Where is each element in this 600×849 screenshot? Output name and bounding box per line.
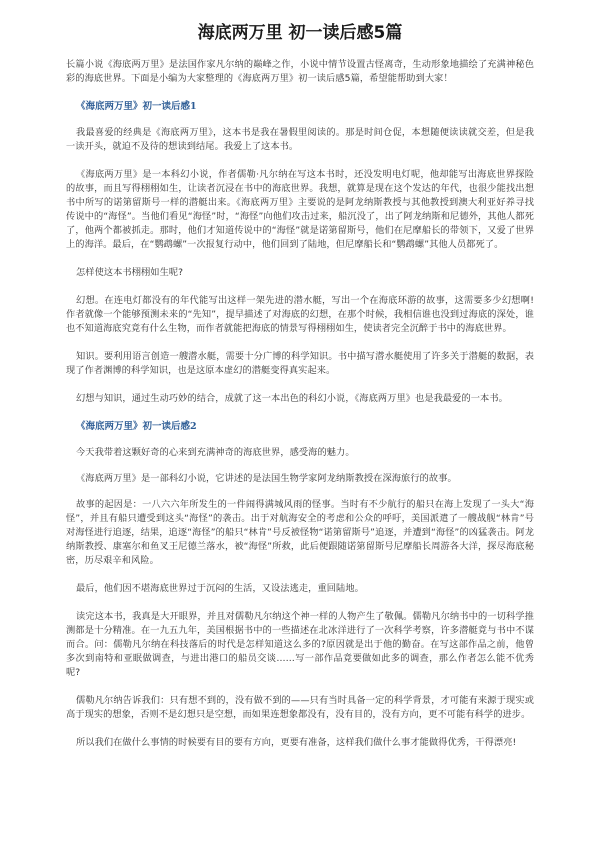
intro-paragraph: 长篇小说《海底两万里》是法国作家凡尔纳的巅峰之作，小说中情节设置古怪离奇，生动形象地描绘了充满神秘色彩的海底世界。下面是小编为大家整理的《海底两万里》初一读后感5篇，希望能帮助到大家！: [66, 59, 534, 84]
section-2-paragraph: 最后，他们因不堪海底世界过于沉闷的生活，又设法逃走，重回陆地。: [76, 583, 364, 594]
section-heading-2: 《海底两万里》初一读后感2: [76, 421, 197, 432]
section-1-paragraph: 幻想。在连电灯都没有的年代能写出这样一架先进的潜水艇，写出一个在海底环游的故事，这需要多少幻想啊!作者就像一个能够预测未来的“先知”，提早描述了对海底的幻想，在那个时候，我相信谁也没到过海底的深处，谁也不知道海底究竟有什么生物，而作者就能把海底的情景写得栩栩如生，使读者完全沉醉于书中的海底世界。: [66, 295, 534, 334]
section-1-paragraph: 怎样使这本书栩栩如生呢?: [76, 267, 184, 278]
page-title: 海底两万里 初一读后感5篇: [197, 23, 403, 43]
section-2-paragraph: 读完这本书，我真是大开眼界，并且对儒勒凡尔纳这个神一样的人物产生了敬佩。儒勒凡尔纳书中的一切科学推测都是十分精准。在一九五九年，美国根据书中的一些描述在北冰洋进行了一次科学考察，许多潜艇竟与书中不谋而合。问：儒勒凡尔纳在科技落后的时代是怎样知道这么多的?原因就是出于他的勤奋。在写这部作品之前，他曾多次到南特和亚眠做调查，与进出港口的船员交谈……写一部作品竟要做如此多的调查，那么作者怎么能不优秀呢?: [66, 611, 534, 678]
section-1-paragraph: 幻想与知识，通过生动巧妙的结合，成就了这一本出色的科幻小说，《海底两万里》也是我最爱的一本书。: [76, 393, 508, 404]
section-2-paragraph: 今天我带着这颗好奇的心来到充满神奇的海底世界，感受海的魅力。: [76, 447, 355, 458]
section-2-paragraph: 儒勒凡尔纳告诉我们：只有想不到的，没有做不到的——只有当时具备一定的科学背景，才可能有来源于现实或高于现实的想象，否则不是幻想只是空想，而如果连想象都没有，没有目的，没有方向，更不可能有科学的进步。: [66, 695, 534, 720]
section-2-paragraph: 故事的起因是：一八六六年所发生的一件闹得满城风雨的怪事。当时有不少航行的船只在海上发现了一头大“海怪”，并且有船只遭受到这头“海怪”的袭击。出于对航海安全的考虑和公众的呼吁，美国派遣了一艘战舰“林肯”号对海怪进行追逐，结果，追逐“海怪”的船只“林肯”号反被怪物“诺第留斯号”追逐，并遭到“海怪”的凶猛袭击。阿龙纳斯教授、康塞尔和鱼叉王尼德兰落水，被“海怪”所救，此后便跟随诺第留斯号尼摩船长周游各大洋，探尽海底秘密，历尽艰辛和风险。: [66, 499, 534, 566]
section-2-paragraph: 《海底两万里》是一部科幻小说，它讲述的是法国生物学家阿龙纳斯教授在深海旅行的故事。: [76, 473, 457, 484]
section-2-paragraph: 所以我们在做什么事情的时候要有目的要有方向，更要有准备，这样我们做什么事才能做得优秀，干得漂亮!: [76, 737, 517, 748]
section-1-paragraph: 我最喜爱的经典是《海底两万里》，这本书是我在暑假里阅读的。那是时间仓促，本想随便读读就交差，但是我一读开头，就迫不及待的想读到结尾。我爱上了这本书。: [66, 127, 534, 152]
section-heading-1: 《海底两万里》初一读后感1: [76, 101, 197, 112]
section-1-paragraph: 《海底两万里》是一本科幻小说，作者儒勒·凡尔纳在写这本书时，还没发明电灯呢，他却能写出海底世界探险的故事，而且写得栩栩如生，让读者沉浸在书中的海底世界。我想，就算是现在这个发达的年代，也很少能找出想书中所写的诺第留斯号一样的潜艇出来。《海底两万里》主要说的是阿龙纳斯教授与其他教授到澳大利亚好养寻找传说中的“海怪”。当他们看见“海怪”时，“海怪”向他们攻击过来，船沉没了，出了阿龙纳斯和尼德外，其他人都死了，他两个都被抓走。那时，他们才知道传说中的“海怪”就是诺第留斯号，他们在尼摩船长的带领下，又爱了世界上的海洋。最后，在“鹦鹉螺”一次报复行动中，他们回到了陆地，但尼摩船长和“鹦鹉螺”其他人员都死了。: [66, 169, 534, 250]
section-1-paragraph: 知识。要利用语言创造一艘潜水艇，需要十分广博的科学知识。书中描写潜水艇使用了许多关于潜艇的数据，表现了作者渊博的科学知识，也是这原本虚幻的潜艇变得真实起来。: [66, 351, 534, 376]
